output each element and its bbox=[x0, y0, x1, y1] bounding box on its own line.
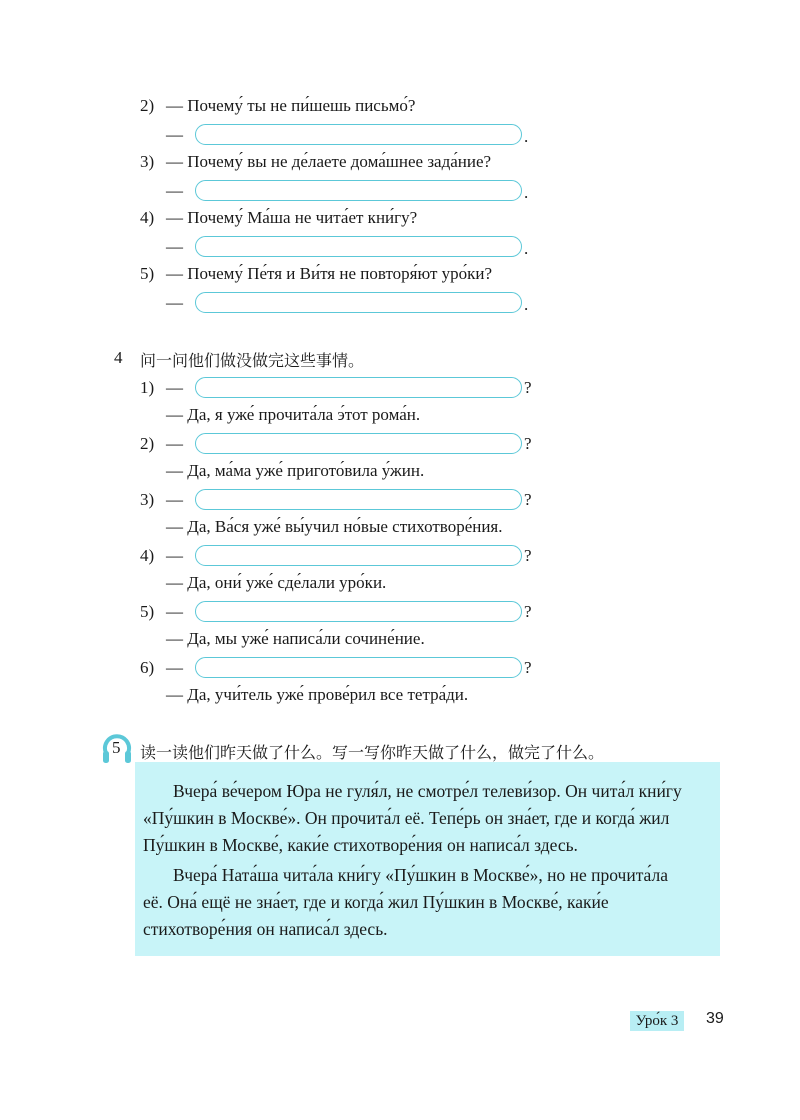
answer-blank[interactable] bbox=[195, 124, 522, 145]
question-blank[interactable] bbox=[195, 601, 522, 622]
question-dash: — bbox=[166, 658, 183, 677]
answer-blank[interactable] bbox=[195, 236, 522, 257]
task4-number: 4 bbox=[114, 348, 123, 367]
answer-dash: — bbox=[166, 237, 183, 256]
task4-answer: — Да, я уже́ прочита́ла э́тот рома́н. bbox=[166, 405, 421, 424]
task4-item-number: 1) bbox=[140, 378, 155, 397]
sentence-period: . bbox=[524, 239, 529, 258]
task4-item-number: 4) bbox=[140, 546, 155, 565]
task4-answer: — Да, учи́тель уже́ прове́рил все тетра́ди. bbox=[166, 685, 469, 704]
answer-blank[interactable] bbox=[195, 180, 522, 201]
task4-title: 问一问他们做没做完这些事情。 bbox=[140, 351, 365, 370]
task3-item-number: 2) bbox=[140, 96, 155, 115]
sentence-period: . bbox=[524, 183, 529, 202]
question-dash: — bbox=[166, 602, 183, 621]
task5-number: 5 bbox=[112, 738, 121, 757]
task3-question: — Почему́ Пе́тя и Ви́тя не повторя́ют уро́ки? bbox=[166, 264, 493, 283]
question-dash: — bbox=[166, 434, 183, 453]
task3-item-number: 5) bbox=[140, 264, 155, 283]
question-mark: ? bbox=[524, 490, 532, 509]
question-mark: ? bbox=[524, 602, 532, 621]
reading-line: «Пу́шкин в Москве́». Он прочита́л её. Тепе́рь он зна́ет, где и когда́ жил bbox=[143, 808, 670, 828]
sentence-period: . bbox=[524, 295, 529, 314]
question-mark: ? bbox=[524, 658, 532, 677]
lesson-badge: Уро́к 3 bbox=[630, 1011, 684, 1031]
question-blank[interactable] bbox=[195, 657, 522, 678]
task4-answer: — Да, они́ уже́ сде́лали уро́ки. bbox=[166, 573, 387, 592]
question-blank[interactable] bbox=[195, 433, 522, 454]
page-number: 39 bbox=[706, 1010, 724, 1027]
question-dash: — bbox=[166, 378, 183, 397]
reading-line: Вчера́ Ната́ша чита́ла кни́гу «Пу́шкин в Москве́», но не прочита́ла bbox=[173, 865, 668, 885]
question-mark: ? bbox=[524, 378, 532, 397]
task4-answer: — Да, Ва́ся уже́ вы́учил но́вые стихотворе́ния. bbox=[166, 517, 503, 536]
question-dash: — bbox=[166, 490, 183, 509]
answer-blank[interactable] bbox=[195, 292, 522, 313]
task3-question: — Почему́ Ма́ша не чита́ет кни́гу? bbox=[166, 208, 418, 227]
task4-item-number: 3) bbox=[140, 490, 155, 509]
answer-dash: — bbox=[166, 181, 183, 200]
task3-item-number: 3) bbox=[140, 152, 155, 171]
task3-item-number: 4) bbox=[140, 208, 155, 227]
question-blank[interactable] bbox=[195, 489, 522, 510]
question-dash: — bbox=[166, 546, 183, 565]
task4-answer: — Да, ма́ма уже́ пригото́вила у́жин. bbox=[166, 461, 425, 480]
task4-answer: — Да, мы уже́ написа́ли сочине́ние. bbox=[166, 629, 425, 648]
sentence-period: . bbox=[524, 127, 529, 146]
task5-title: 读一读他们昨天做了什么。写一写你昨天做了什么，做完了什么。 bbox=[140, 743, 605, 762]
question-mark: ? bbox=[524, 434, 532, 453]
task3-question: — Почему́ вы не де́лаете дома́шнее зада́ние? bbox=[166, 152, 492, 171]
answer-dash: — bbox=[166, 293, 183, 312]
reading-line: Пу́шкин в Москве́, каки́е стихотворе́ния он написа́л здесь. bbox=[143, 835, 578, 855]
question-mark: ? bbox=[524, 546, 532, 565]
answer-dash: — bbox=[166, 125, 183, 144]
reading-line: стихотворе́ния он написа́л здесь. bbox=[143, 919, 388, 939]
task4-item-number: 5) bbox=[140, 602, 155, 621]
task3-question: — Почему́ ты не пи́шешь письмо́? bbox=[166, 96, 416, 115]
question-blank[interactable] bbox=[195, 377, 522, 398]
question-blank[interactable] bbox=[195, 545, 522, 566]
reading-text-box bbox=[135, 762, 720, 956]
task4-item-number: 6) bbox=[140, 658, 155, 677]
task4-item-number: 2) bbox=[140, 434, 155, 453]
reading-line: Вчера́ ве́чером Юра не гуля́л, не смотре́л телеви́зор. Он чита́л кни́гу bbox=[173, 781, 682, 801]
reading-line: её. Она́ ещё не зна́ет, где и когда́ жил Пу́шкин в Москве́, каки́е bbox=[143, 892, 609, 912]
